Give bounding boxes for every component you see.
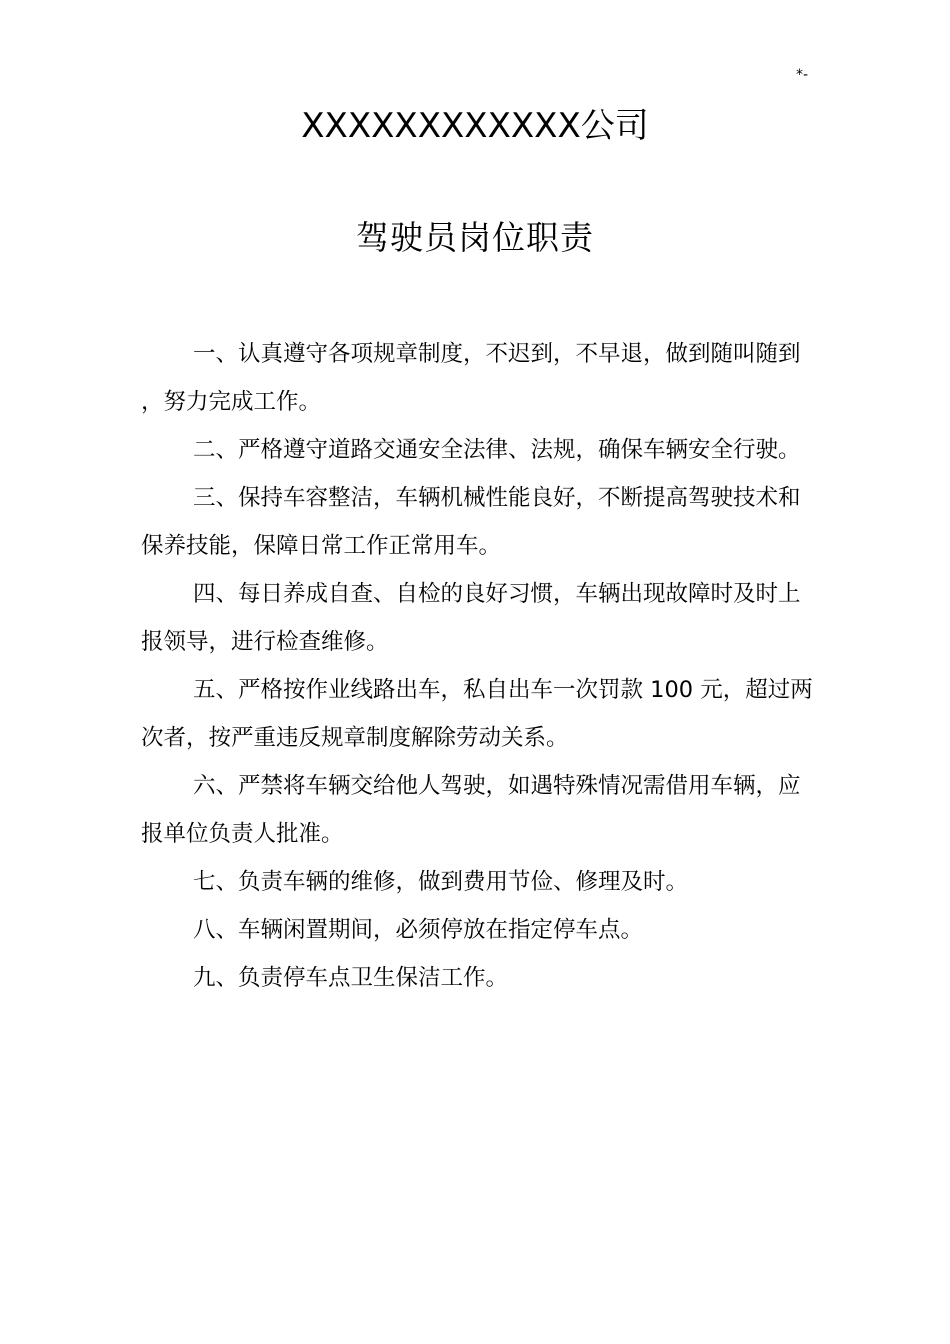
duty-item-1: 一、认真遵守各项规章制度，不迟到，不早退，做到随叫随到，努力完成工作。 xyxy=(141,341,801,415)
duty-item-6: 六、严禁将车辆交给他人驾驶，如遇特殊情况需借用车辆，应报单位负责人批准。 xyxy=(141,773,801,847)
duties-list xyxy=(141,330,821,1002)
duty-item-3: 三、保持车容整洁，车辆机械性能良好，不断提高驾驶技术和保养技能，保障日常工作正常用车。 xyxy=(141,485,801,559)
duty-item-4: 四、每日养成自查、自检的良好习惯，车辆出现故障时及时上报领导，进行检查维修。 xyxy=(141,581,801,655)
company-title: XXXXXXXXXXXX公司 xyxy=(301,106,649,146)
duty-item-5: 五、严格按作业线路出车，私自出车一次罚款 100 元，超过两次者，按严重违反规章制度解除劳动关系。 xyxy=(141,677,813,751)
duty-item-7: 七、负责车辆的维修，做到费用节俭、修理及时。 xyxy=(193,869,689,895)
page-mark: *- xyxy=(796,67,809,83)
duty-item-9: 九、负责停车点卫生保洁工作。 xyxy=(193,965,509,991)
duty-item-2: 二、严格遵守道路交通安全法律、法规，确保车辆安全行驶。 xyxy=(193,437,801,463)
document-title: 驾驶员岗位职责 xyxy=(356,218,594,257)
duty-item-8: 八、车辆闲置期间，必须停放在指定停车点。 xyxy=(193,917,644,943)
